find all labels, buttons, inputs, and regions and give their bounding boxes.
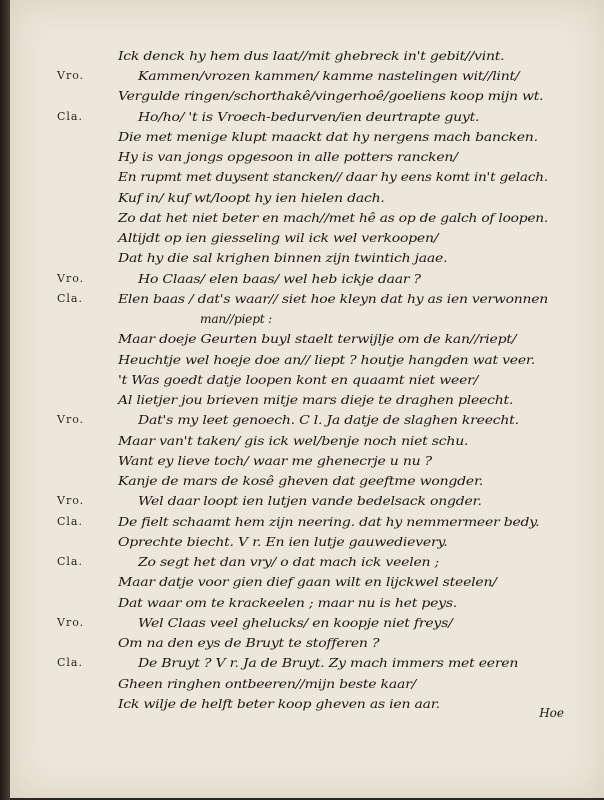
verse-text: Oprechte biecht. V r. En ien lutje gauwedievery. [118,535,448,549]
verse-line [10,329,604,349]
verse-text: Al lietjer jou brieven mitje mars dieje te draghen pleecht. [118,393,514,407]
speaker-label: Vro. [57,69,85,82]
speaker-label: Cla. [57,555,83,568]
verse-text: Gheen ringhen ontbeeren//mijn beste kaar/ [118,677,417,691]
verse-text: Zo segt het dan vry/ o dat mach ick veelen ; [138,555,440,569]
verse-text: Wel Claas veel ghelucks/ en koopje niet freys/ [138,616,453,630]
verse-text: Wel daar loopt ien lutjen vande bedelsack ongder. [138,494,482,508]
verse-text: Ick denck hy hem dus laat//mit ghebreck in't gebit//vint. [118,49,505,63]
verse-text: De Bruyt ? V r. Ja de Bruyt. Zy mach immers met eeren [138,656,519,670]
verse-text: Ick wilje de helft beter koop gheven as ien aar. [118,697,440,711]
verse-line [10,350,604,370]
verse-text: Die met menige klupt maackt dat hy nergens mach bancken. [118,130,538,144]
verse-line [10,613,604,633]
verse-line [10,431,604,451]
verse-text: Altijdt op ien giesseling wil ick wel verkoopen/ [118,231,439,245]
speaker-label: Vro. [57,616,85,629]
speaker-label: Vro. [57,272,85,285]
verse-line [10,248,604,268]
verse-text: Vergulde ringen/schorthakê/vingerhoê/goeliens koop mijn wt. [118,89,544,103]
verse-text: En rupmt met duysent stancken// daar hy eens komt in't gelach. [118,170,548,184]
verse-line [10,653,604,673]
verse-line [10,552,604,572]
verse-line [10,127,604,147]
verse-line [10,532,604,552]
verse-text: Kammen/vrozen kammen/ kamme nastelingen wit//lint/ [138,69,520,83]
verse-text: Ho/ho/ 't is Vroech-bedurven/ien deurtrapte guyt. [138,110,480,124]
speaker-label: Vro. [57,413,85,426]
verse-line [10,694,604,714]
verse-line [10,147,604,167]
verse-text: Om na den eys de Bruyt te stofferen ? [118,636,380,650]
verse-text: Maar van't taken/ gis ick wel/benje noch niet schu. [118,434,469,448]
verse-line [10,471,604,491]
verse-text: man//piept : [200,312,273,326]
verse-text: Elen baas / dat's waar// siet hoe kleyn dat hy as ien verwonnen [118,292,549,306]
verse-text: De fielt schaamt hem zijn neering. dat hy nemmermeer bedy. [118,515,540,529]
verse-text: Dat's my leet genoech. C l. Ja datje de slaghen kreecht. [138,413,519,427]
verse-line [10,491,604,511]
text-block [10,0,604,798]
speaker-label: Vro. [57,494,85,507]
verse-text: Maar datje voor gien dief gaan wilt en lijckwel steelen/ [118,575,497,589]
verse-line [10,107,604,127]
verse-line [10,633,604,653]
verse-line [10,370,604,390]
speaker-label: Cla. [57,515,83,528]
book-spine [0,0,10,800]
verse-text: Dat hy die sal krighen binnen zijn twintich jaae. [118,251,448,265]
verse-line [10,451,604,471]
verse-text: Hy is van jongs opgesoon in alle potters rancken/ [118,150,458,164]
verse-line [10,390,604,410]
speaker-label: Cla. [57,656,83,669]
verse-text: Heuchtje wel hoeje doe an// liept ? houtje hangden wat veer. [118,353,536,367]
verse-text: Dat waar om te krackeelen ; maar nu is het peys. [118,596,458,610]
verse-line [10,572,604,592]
verse-line [10,208,604,228]
verse-text: Zo dat het niet beter en mach//met hê as op de galch of loopen. [118,211,549,225]
verse-line [10,410,604,430]
speaker-label: Cla. [57,110,83,123]
verse-text: Maar doeje Geurten buyl staelt terwijlje om de kan//riept/ [118,332,517,346]
verse-line [10,66,604,86]
verse-line [10,269,604,289]
verse-line [10,512,604,532]
verse-text: Ho Claas/ elen baas/ wel heb ickje daar ? [138,272,421,286]
verse-line [10,167,604,187]
verse-line [10,289,604,309]
verse-line [10,593,604,613]
verse-text: Kuf in/ kuf wt/loopt hy ien hielen dach. [118,191,385,205]
verse-text: Want ey lieve toch/ waar me ghenecrje u nu ? [118,454,432,468]
catchword: Hoe [539,706,564,720]
verse-line [10,46,604,66]
verse-line [10,674,604,694]
verse-line [10,188,604,208]
book-page [10,0,604,798]
verse-line [10,228,604,248]
speaker-label: Cla. [57,292,83,305]
verse-text: 't Was goedt datje loopen kont en quaamt niet weer/ [118,373,479,387]
verse-line [10,86,604,106]
verse-line [10,309,604,329]
verse-text: Kanje de mars de kosê gheven dat geeftme wongder. [118,474,484,488]
